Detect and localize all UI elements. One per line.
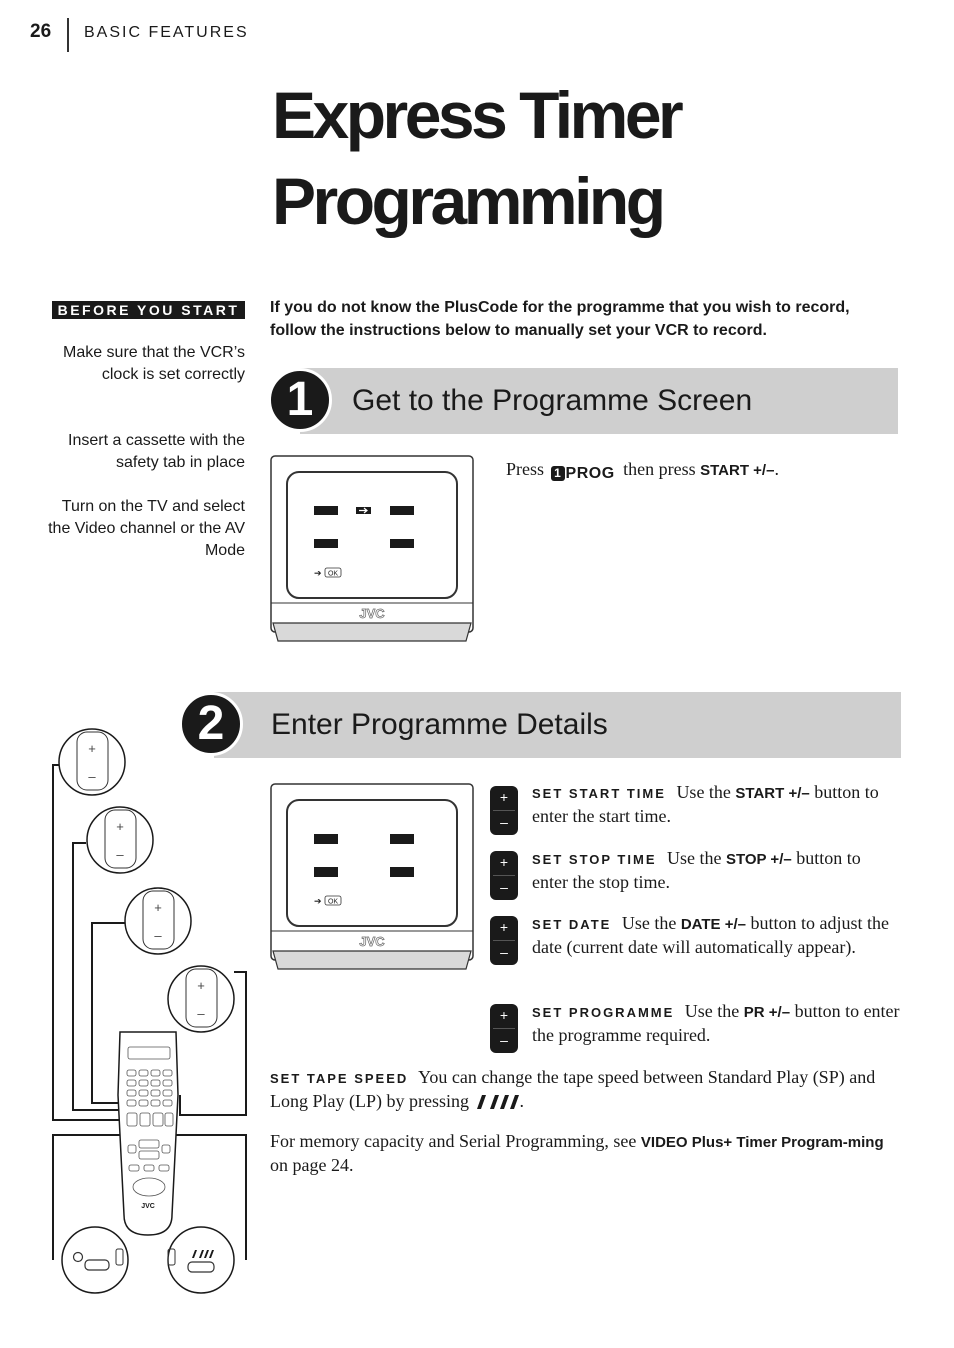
svg-text:–: – bbox=[88, 769, 96, 784]
svg-text:–: – bbox=[154, 928, 162, 943]
before-you-start-item-cassette: Insert a cassette with the safety tab in place bbox=[68, 432, 245, 471]
timer-programming-reference: VIDEO Plus+ Timer Program-ming bbox=[640, 1134, 884, 1151]
svg-text:–: – bbox=[116, 847, 124, 862]
page-title-line-2: Programming bbox=[272, 164, 663, 238]
svg-text:–: – bbox=[197, 1006, 205, 1021]
section-label: BASIC FEATURES bbox=[84, 24, 249, 41]
step1-then-text: then press bbox=[623, 459, 696, 479]
svg-text:+: + bbox=[197, 978, 205, 993]
memory-capacity-paragraph: For memory capacity and Serial Programming, see VIDEO Plus+ Timer Program-ming on page 24. bbox=[270, 1131, 884, 1175]
callout-sp-lp-button bbox=[168, 1227, 234, 1293]
step2-number: 2 bbox=[179, 692, 243, 756]
svg-text:+: + bbox=[154, 900, 162, 915]
page-number: 26 bbox=[30, 21, 52, 42]
tv-field-block bbox=[314, 539, 338, 548]
svg-text:JVC: JVC bbox=[141, 1203, 155, 1210]
setting-stop-time: SET STOP TIME Use the STOP +/– button to enter the stop time. bbox=[532, 848, 861, 892]
tv-ok-arrow: ➔ bbox=[314, 896, 322, 906]
setting-programme: SET PROGRAMME Use the PR +/– button to enter the programme required. bbox=[532, 1001, 900, 1045]
remote-control-icon bbox=[118, 1032, 178, 1235]
before-you-start-badge: BEFORE YOU START bbox=[52, 301, 245, 319]
setting-date: SET DATE Use the DATE +/– button to adjust the date (current date will automatically appear). bbox=[532, 913, 889, 957]
tv-field-block bbox=[390, 506, 414, 515]
tv-screen-details-illustration bbox=[270, 783, 476, 973]
step1-number: 1 bbox=[268, 368, 332, 432]
tv-field-block bbox=[314, 867, 338, 877]
before-you-start-item-tv: Turn on the TV and select the Video channel or the AV Mode bbox=[48, 498, 245, 559]
step1-press-text: Press bbox=[506, 459, 545, 479]
svg-text:+: + bbox=[116, 819, 124, 834]
prog-key-label: PROG bbox=[565, 464, 615, 482]
tv-screen-programme-illustration bbox=[270, 455, 476, 645]
svg-text:+: + bbox=[88, 741, 96, 756]
step1-instruction: Press 1 PROG then press START +/–. bbox=[506, 458, 896, 485]
step2-title: Enter Programme Details bbox=[271, 708, 608, 741]
prog-key-icon bbox=[551, 463, 615, 485]
tv-field-block bbox=[390, 834, 414, 844]
pr-rocker-icon: + – bbox=[490, 1004, 518, 1053]
callout-start-button bbox=[59, 729, 125, 795]
tv-ok-label: OK bbox=[327, 570, 339, 578]
date-rocker-icon: + – bbox=[490, 916, 518, 965]
page-title-line-1: Express Timer bbox=[272, 78, 681, 152]
start-rocker-icon: + – bbox=[490, 786, 518, 835]
before-you-start-item-clock: Make sure that the VCR’s clock is set correctly bbox=[62, 344, 245, 383]
tv-brand-logo: JVC bbox=[359, 934, 385, 949]
prog-key-badge: 1 bbox=[551, 466, 565, 481]
tv-field-block bbox=[390, 539, 414, 548]
remote-control-diagram bbox=[40, 725, 255, 1305]
tape-speed-paragraph: SET TAPE SPEED You can change the tape speed between Standard Play (SP) and Long Play (LP) by pressing . bbox=[270, 1066, 900, 1115]
callout-date-button bbox=[125, 888, 191, 954]
callout-timer-button bbox=[62, 1227, 128, 1293]
tv-ok-arrow: ➔ bbox=[314, 568, 322, 578]
tv-field-block bbox=[390, 867, 414, 877]
tv-field-block bbox=[314, 834, 338, 844]
page-title bbox=[272, 72, 680, 244]
stop-rocker-icon: + – bbox=[490, 851, 518, 900]
tv-brand-logo: JVC bbox=[359, 606, 385, 621]
step1-title: Get to the Programme Screen bbox=[352, 384, 753, 417]
tv-field-block bbox=[314, 506, 338, 515]
start-key-label: START +/– bbox=[700, 462, 775, 479]
sp-lp-key-icon bbox=[475, 1093, 519, 1115]
header-divider bbox=[67, 18, 69, 52]
tv-ok-label: OK bbox=[327, 898, 339, 906]
callout-stop-button bbox=[87, 807, 153, 873]
callout-pr-button bbox=[168, 966, 234, 1032]
setting-start-time: SET START TIME Use the START +/– button to enter the start time. bbox=[532, 782, 879, 826]
intro-text: If you do not know the PlusCode for the programme that you wish to record, follow the instructions below to manually set your VCR to record. bbox=[270, 299, 850, 339]
